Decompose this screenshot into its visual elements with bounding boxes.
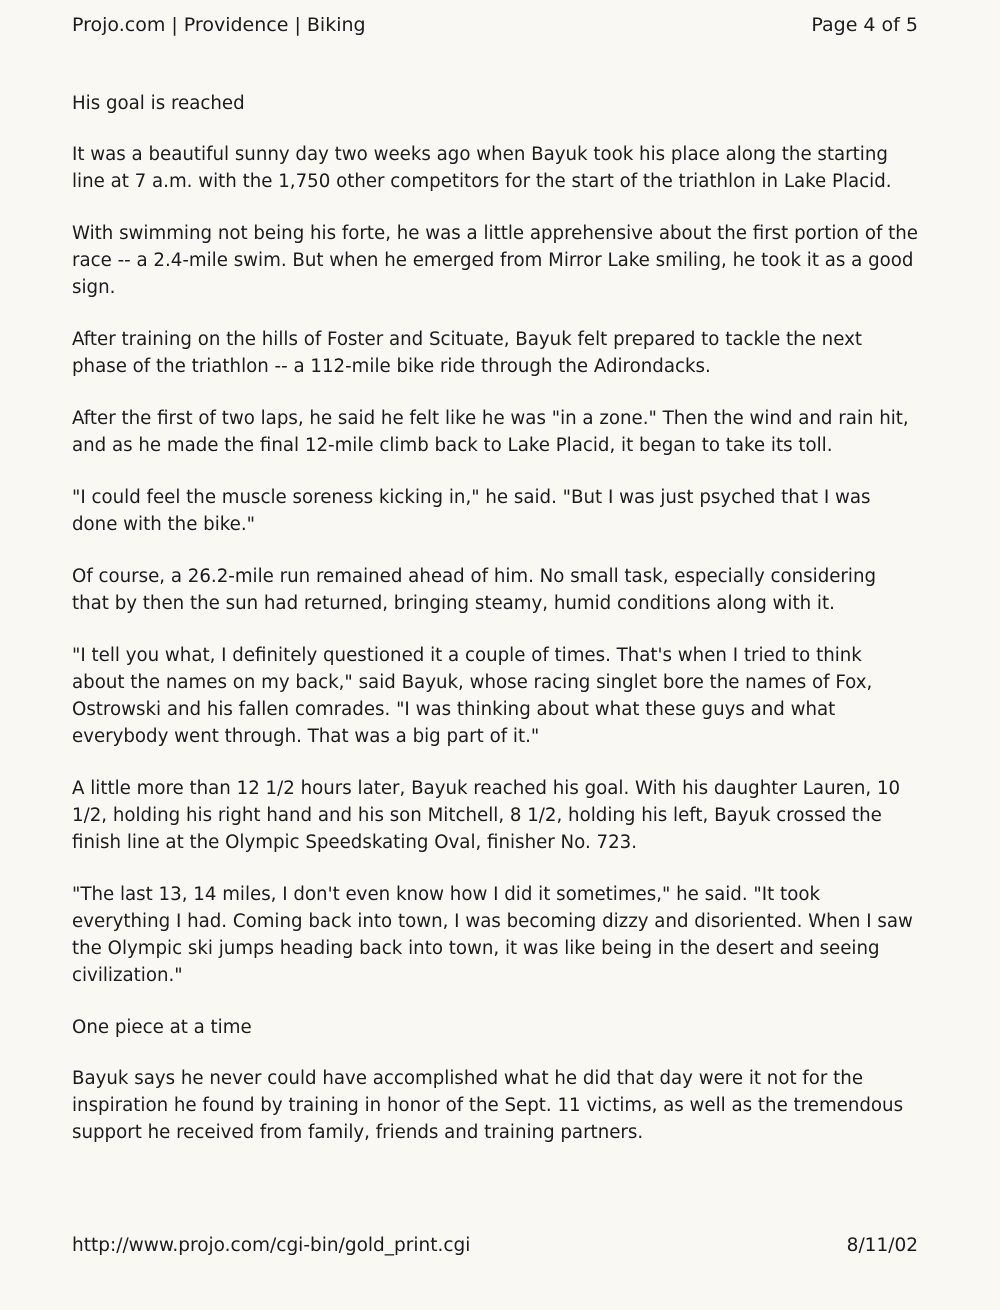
- article-paragraph: After the first of two laps, he said he felt like he was "in a zone." Then the wind and rain hit, and as he made the final 12-mile climb back to Lake Placid, it began to take its toll.: [72, 408, 909, 456]
- page-header: [72, 10, 918, 40]
- article-paragraph: Of course, a 26.2-mile run remained ahead of him. No small task, especially considering that by then the sun had returned, bringing steamy, humid conditions along with it.: [72, 566, 877, 614]
- article-paragraph: After training on the hills of Foster and Scituate, Bayuk felt prepared to tackle the next phase of the triathlon -- a 112-mile bike ride through the Adirondacks.: [72, 329, 862, 377]
- site-breadcrumb: Projo.com | Providence | Biking: [72, 14, 366, 36]
- print-date: 8/11/02: [846, 1234, 918, 1256]
- article-paragraph: "I tell you what, I definitely questioned it a couple of times. That's when I tried to think about the names on my back," said Bayuk, whose racing singlet bore the names of Fox, Ostrowski and his fallen comrades. "I was thinking about what these guys and what everybody went through. That was a big part of it.": [72, 645, 873, 747]
- section-subhead: His goal is reached: [72, 93, 245, 114]
- article-paragraph: A little more than 12 1/2 hours later, Bayuk reached his goal. With his daughter Lauren, 10 1/2, holding his right hand and his son Mitchell, 8 1/2, holding his left, Bayuk crossed the finish line at the Olympic Speedskating Oval, finisher No. 723.: [72, 778, 901, 853]
- article-paragraph: "I could feel the muscle soreness kicking in," he said. "But I was just psyched that I was done with the bike.": [72, 487, 871, 535]
- article-paragraph: "The last 13, 14 miles, I don't even know how I did it sometimes," he said. "It took everything I had. Coming back into town, I was becoming dizzy and disoriented. When I saw the Olympic ski jumps heading back into town, it was like being in the desert and seeing civilization.": [72, 884, 913, 986]
- page-footer: [72, 1230, 918, 1260]
- print-url: http://www.projo.com/cgi-bin/gold_print.cgi: [72, 1234, 471, 1256]
- article-paragraph: Bayuk says he never could have accomplished what he did that day were it not for the inspiration he found by training in honor of the Sept. 11 victims, as well as the tremendous support he received from family, friends and training partners.: [72, 1068, 904, 1143]
- article-paragraph: With swimming not being his forte, he was a little apprehensive about the first portion of the race -- a 2.4-mile swim. But when he emerged from Mirror Lake smiling, he took it as a good sign.: [72, 223, 918, 298]
- page-number: Page 4 of 5: [811, 14, 918, 36]
- article-paragraph: It was a beautiful sunny day two weeks ago when Bayuk took his place along the starting line at 7 a.m. with the 1,750 other competitors for the start of the triathlon in Lake Placid.: [72, 144, 892, 192]
- section-subhead: One piece at a time: [72, 1017, 252, 1038]
- article-body: [72, 90, 918, 1171]
